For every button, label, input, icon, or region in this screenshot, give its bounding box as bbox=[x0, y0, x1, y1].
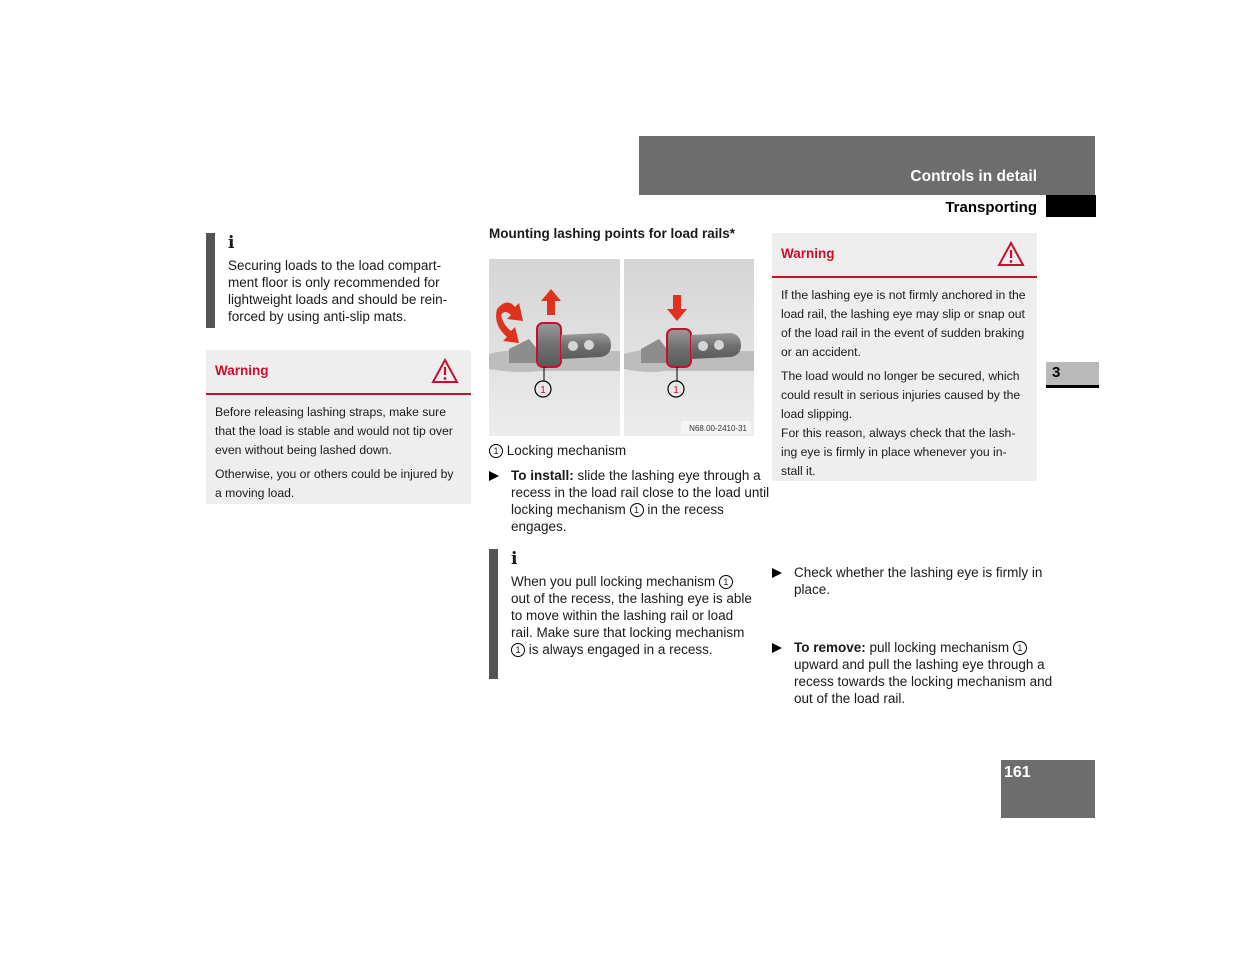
info-note-text bbox=[511, 573, 754, 658]
info-icon: i bbox=[228, 233, 235, 253]
remove-text: pull locking mechanism bbox=[869, 640, 1010, 655]
install-text: slide the lashing eye through a recess in the load rail close to the load until locking mechanism bbox=[511, 468, 770, 517]
warning-box-right bbox=[772, 233, 1037, 481]
check-text: Check whether the lashing eye is firmly in place. bbox=[794, 565, 1043, 597]
note-number: 1 bbox=[511, 643, 525, 657]
note-text-a: When you pull locking mechanism bbox=[511, 574, 716, 589]
warning-paragraph: For this reason, always check that the lash-ing eye is firmly in place whenever you in-stall it. bbox=[781, 426, 1016, 478]
figure-code: N68.00-2410-31 bbox=[689, 424, 747, 433]
note-number: 1 bbox=[719, 575, 733, 589]
callout-number: 1 bbox=[540, 385, 546, 396]
bullet-arrow-icon bbox=[772, 643, 782, 653]
warning-header bbox=[206, 350, 471, 395]
warning-header bbox=[772, 233, 1037, 278]
remove-label: To remove: bbox=[794, 640, 866, 655]
section-heading: Mounting lashing points for load rails* bbox=[489, 226, 735, 241]
install-label: To install: bbox=[511, 468, 574, 483]
subsection-title: Transporting bbox=[945, 199, 1037, 216]
warning-box-left bbox=[206, 350, 471, 504]
chapter-tab[interactable] bbox=[1046, 362, 1099, 388]
legend-number: 1 bbox=[489, 444, 503, 458]
bullet-arrow-icon bbox=[772, 568, 782, 578]
figure-legend bbox=[489, 442, 754, 459]
legend-text: Locking mechanism bbox=[506, 443, 627, 458]
install-step bbox=[489, 467, 776, 535]
chapter-tab-label: 3 bbox=[1052, 364, 1061, 381]
info-note-middle bbox=[489, 549, 754, 679]
warning-paragraph: Otherwise, you or others could be injured by a moving load. bbox=[215, 467, 454, 500]
warning-paragraph: If the lashing eye is not firmly anchored in the load rail, the lashing eye may slip or snap out of the load rail in the event of sudden braking or an accident. bbox=[781, 288, 1026, 359]
warning-triangle-icon bbox=[431, 358, 459, 384]
warning-label: Warning bbox=[781, 246, 835, 261]
info-note-text: Securing loads to the load compart-ment floor is only recommended for lightweight loads and should be rein-forced by using anti-slip mats. bbox=[228, 258, 448, 324]
note-text-c: is always engaged in a recess. bbox=[528, 642, 713, 657]
info-icon: i bbox=[511, 549, 518, 569]
remove-text-end: upward and pull the lashing eye through a recess towards the locking mechanism and out of the load rail. bbox=[794, 657, 1053, 706]
header-marker bbox=[1046, 195, 1096, 217]
lashing-point-figure bbox=[489, 259, 754, 436]
warning-paragraph: The load would no longer be secured, which could result in serious injuries caused by the load slipping. bbox=[781, 369, 1021, 421]
page-number-box bbox=[1001, 760, 1095, 818]
note-text-b: out of the recess, the lashing eye is able to move within the lashing rail or load rail. Make sure that locking mechanism bbox=[511, 591, 752, 640]
locking-mechanism-illustration bbox=[489, 259, 754, 436]
warning-paragraph: Before releasing lashing straps, make sure that the load is stable and would not tip over even without being lashed down. bbox=[215, 405, 453, 457]
remove-number: 1 bbox=[1013, 641, 1027, 655]
header-band bbox=[639, 136, 1095, 195]
remove-step bbox=[772, 639, 1059, 707]
install-number: 1 bbox=[630, 503, 644, 517]
warning-body bbox=[772, 278, 1037, 494]
bullet-arrow-icon bbox=[489, 471, 499, 481]
warning-triangle-icon bbox=[997, 241, 1025, 267]
page-number: 161 bbox=[1004, 764, 1031, 781]
warning-label: Warning bbox=[215, 363, 269, 378]
callout-number: 1 bbox=[673, 385, 679, 396]
install-text-end: in the recess engages. bbox=[511, 502, 724, 534]
info-note-left bbox=[206, 233, 471, 328]
section-title: Controls in detail bbox=[910, 168, 1037, 185]
check-step bbox=[772, 564, 1059, 598]
warning-body bbox=[206, 395, 471, 516]
